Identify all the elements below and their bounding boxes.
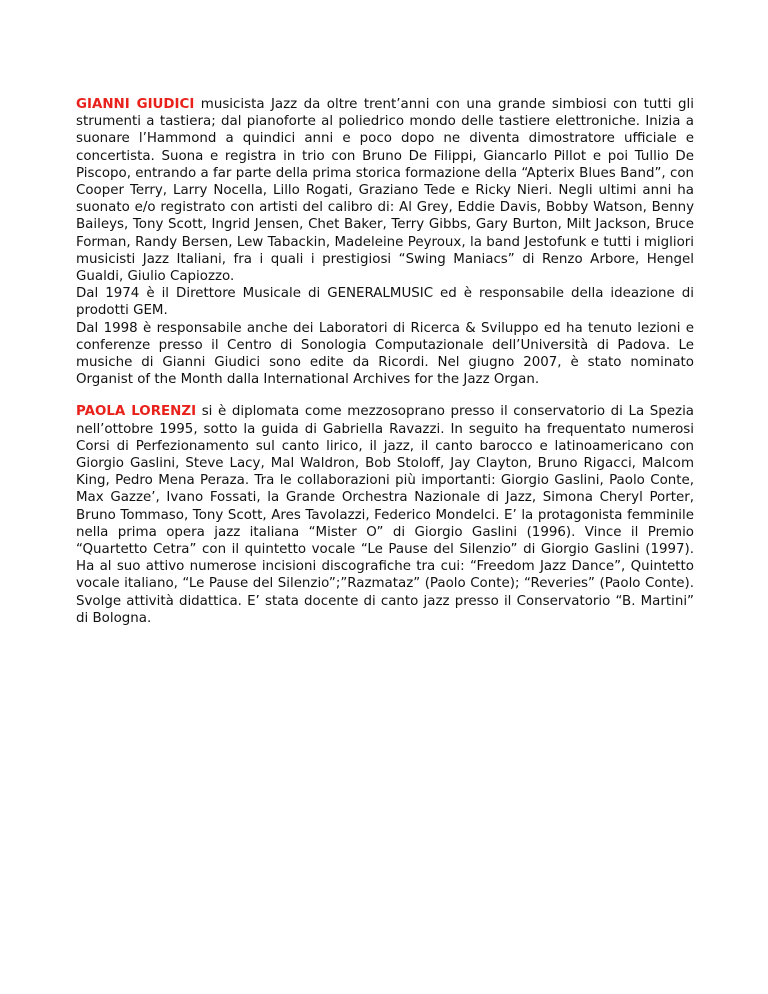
bio-paragraph: Dal 1998 è responsabile anche dei Laboratori di Ricerca & Sviluppo ed ha tenuto lezioni e conferenze presso il Centro di Sonologia Computazionale dell’Università di Padova. Le musiche di Gianni Giudici sono edite da Ricordi. Nel giugno 2007, è stato nominato Organist of the Month dalla International Archives for the Jazz Organ. — [76, 320, 694, 388]
bio-gianni-giudici — [76, 96, 694, 388]
bio-text: musicista Jazz da oltre trent’anni con una grande simbiosi con tutti gli strumenti a tastiera; dal pianoforte al poliedrico mondo delle tastiere elettroniche. Inizia a suonare l’Hammond a quindici anni e poco dopo ne diventa dimostratore ufficiale e concertista. Suona e registra in trio con Bruno De Filippi, Giancarlo Pillot e poi Tullio De Piscopo, entrando a far parte della prima storica formazione della “Apterix Blues Band”, con Cooper Terry, Larry Nocella, Lillo Rogati, Graziano Tede e Ricky Nieri. Negli ultimi anni ha suonato e/o registrato con artisti del calibro di: Al Grey, Eddie Davis, Bobby Watson, Benny Baileys, Tony Scott, Ingrid Jensen, Chet Baker, Terry Gibbs, Gary Burton, Milt Jackson, Bruce Forman, Randy Bersen, Lew Tabackin, Madeleine Peyroux, la band Jestofunk e tutti i migliori musicisti Jazz Italiani, fra i quali i prestigiosi “Swing Maniacs” di Renzo Arbore, Hengel Gualdi, Giulio Capiozzo. — [76, 97, 694, 285]
artist-name: GIANNI GIUDICI — [76, 97, 195, 112]
bio-paragraph: Dal 1974 è il Direttore Musicale di GENERALMUSIC ed è responsabile della ideazione di prodotti GEM. — [76, 286, 694, 319]
artist-name: PAOLA LORENZI — [76, 404, 197, 420]
bio-paola-lorenzi — [76, 403, 694, 627]
bio-paragraph — [76, 96, 694, 285]
bio-paragraph — [76, 403, 694, 627]
bio-text: si è diplomata come mezzosoprano presso il conservatorio di La Spezia nell’ottobre 1995, sotto la guida di Gabriella Ravazzi. In seguito ha frequentato numerosi Corsi di Perfezionamento sul canto lirico, il jazz, il canto barocco e latinoamericano con Giorgio Gaslini, Steve Lacy, Mal Waldron, Bob Stoloff, Jay Clayton, Bruno Rigacci, Malcom King, Pedro Mena Peraza. Tra le collaborazioni più importanti: Giorgio Gaslini, Paolo Conte, Max Gazze’, Ivano Fossati, la Grande Orchestra Nazionale di Jazz, Simona Cheryl Porter, Bruno Tommaso, Tony Scott, Ares Tavolazzi, Federico Mondelci. E’ la protagonista femminile nella prima opera jazz italiana “Mister O” di Giorgio Gaslini (1996). Vince il Premio “Quartetto Cetra” con il quintetto vocale “Le Pause del Silenzio” di Giorgio Gaslini (1997). Ha al suo attivo numerose incisioni discografiche tra cui: “Freedom Jazz Dance”, Quintetto vocale italiano, “Le Pause del Silenzio”;”Razmataz” (Paolo Conte); “Reveries” (Paolo Conte). Svolge attività didattica. E’ stata docente di canto jazz presso il Conservatorio “B. Martini” di Bologna. — [76, 404, 694, 626]
document-page — [76, 96, 694, 642]
